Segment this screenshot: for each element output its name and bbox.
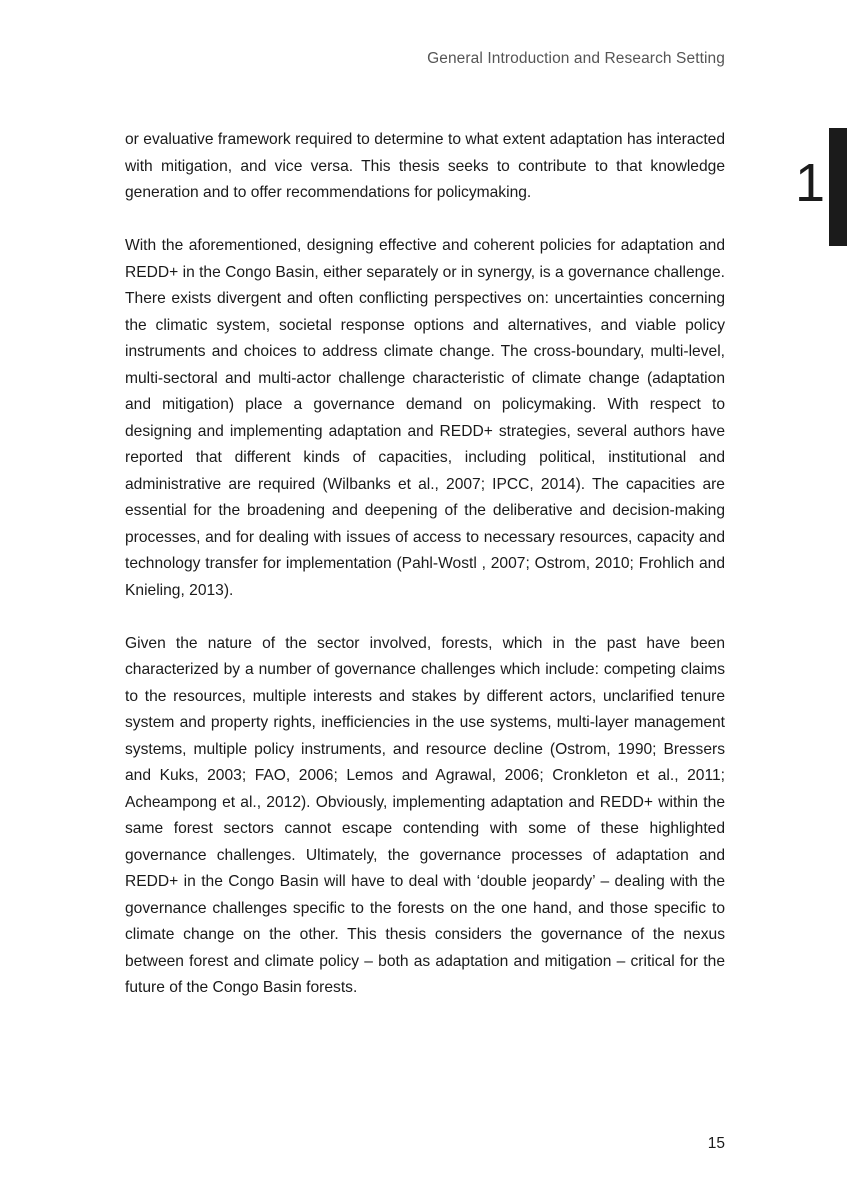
running-header: General Introduction and Research Setting [427, 50, 725, 67]
paragraph: Given the nature of the sector involved, forests, which in the past have been characterized by a number of governance challenges which include: competing claims to the resources, multiple interests and stakes by different actors, unclarified tenure system and property rights, inefficiencies in the use systems, multi-layer management systems, multiple policy instruments, and resource decline (Ostrom, 1990; Bressers and Kuks, 2003; FAO, 2006; Lemos and Agrawal, 2006; Cronkleton et al., 2011; Acheampong et al., 2012). Obviously, implementing adaptation and REDD+ within the same forest sectors cannot escape contending with some of these highlighted governance challenges. Ultimately, the governance processes of adaptation and REDD+ in the Congo Basin will have to deal with ‘double jeopardy’ – dealing with the governance challenges specific to the forests on the one hand, and those specific to climate change on the other. This thesis considers the governance of the nexus between forest and climate policy – both as adaptation and mitigation – critical for the future of the Congo Basin forests. [125, 634, 725, 996]
chapter-number: 1 [795, 153, 826, 213]
paragraph: With the aforementioned, designing effective and coherent policies for adaptation and REDD+ in the Congo Basin, either separately or in synergy, is a governance challenge. There exists divergent and often conflicting perspectives on: uncertainties concerning the climatic system, societal response options and alternatives, and viable policy instruments and choices to address climate change. The cross-boundary, multi-level, multi-sectoral and multi-actor challenge characteristic of climate change (adaptation and mitigation) place a governance demand on policymaking. With respect to designing and implementing adaptation and REDD+ strategies, several authors have reported that different kinds of capacities, including political, institutional and administrative are required (Wilbanks et al., 2007; IPCC, 2014). The capacities are essential for the broadening and deepening of the deliberative and decision-making processes, and for dealing with issues of access to necessary resources, capacity and technology transfer for implementation (Pahl-Wostl , 2007; Ostrom, 2010; Frohlich and Knieling, 2013). [125, 237, 725, 599]
chapter-tab-marker [829, 128, 847, 246]
paragraph: or evaluative framework required to determine to what extent adaptation has interacted with mitigation, and vice versa. This thesis seeks to contribute to that knowledge generation and to offer recommendations for policymaking. [125, 131, 725, 201]
page-number: 15 [707, 1135, 725, 1152]
body-text [125, 127, 725, 1028]
